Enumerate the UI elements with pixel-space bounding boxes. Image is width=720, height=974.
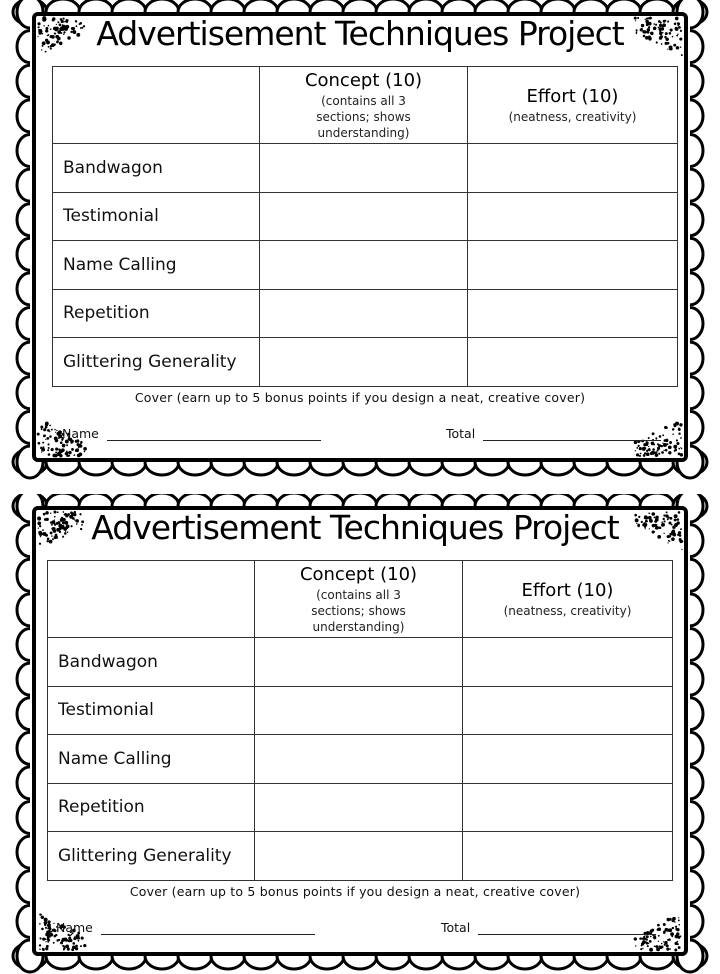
effort-header <box>463 561 673 638</box>
concept-header <box>255 561 463 638</box>
concept-score-cell[interactable] <box>260 338 468 387</box>
name-field[interactable] <box>62 426 321 441</box>
row-label: Name Calling <box>48 735 255 784</box>
effort-score-cell[interactable] <box>468 338 678 387</box>
concept-score-cell[interactable] <box>255 832 463 881</box>
total-line[interactable] <box>483 428 661 441</box>
total-label: Total <box>446 426 476 441</box>
row-label: Testimonial <box>48 686 255 735</box>
concept-header <box>260 67 468 144</box>
effort-score-cell[interactable] <box>463 832 673 881</box>
effort-score-cell[interactable] <box>463 686 673 735</box>
name-field[interactable] <box>56 920 315 935</box>
concept-score-cell[interactable] <box>260 289 468 338</box>
table-row <box>48 686 673 735</box>
corner-cell <box>48 561 255 638</box>
effort-score-cell[interactable] <box>463 638 673 687</box>
table-row <box>53 192 678 241</box>
table-row <box>48 783 673 832</box>
concept-subtext: (contains all 3 sections; shows understanding) <box>311 587 406 634</box>
table-row <box>48 832 673 881</box>
cover-note: Cover (earn up to 5 bonus points if you design a neat, creative cover) <box>129 884 581 899</box>
table-row <box>53 144 678 193</box>
concept-score-cell[interactable] <box>255 686 463 735</box>
concept-score-cell[interactable] <box>255 783 463 832</box>
effort-subtext: (neatness, creativity) <box>508 109 637 124</box>
table-row <box>53 241 678 290</box>
effort-header <box>468 67 678 144</box>
name-label: Name <box>62 426 99 441</box>
rubric-card-2 <box>0 494 720 974</box>
total-field[interactable] <box>446 426 661 441</box>
concept-subtext: (contains all 3 sections; shows understanding) <box>316 93 411 140</box>
effort-score-cell[interactable] <box>468 192 678 241</box>
table-row <box>48 735 673 784</box>
row-label: Glittering Generality <box>53 338 260 387</box>
concept-heading: Concept (10) <box>304 69 423 91</box>
effort-subtext: (neatness, creativity) <box>503 603 632 618</box>
effort-score-cell[interactable] <box>468 289 678 338</box>
row-label: Name Calling <box>53 241 260 290</box>
concept-score-cell[interactable] <box>255 735 463 784</box>
table-row <box>53 289 678 338</box>
rubric-table <box>52 66 678 387</box>
name-line[interactable] <box>101 922 315 935</box>
concept-score-cell[interactable] <box>260 144 468 193</box>
effort-score-cell[interactable] <box>468 144 678 193</box>
concept-heading: Concept (10) <box>299 563 418 585</box>
row-label: Repetition <box>48 783 255 832</box>
total-line[interactable] <box>478 922 656 935</box>
effort-heading: Effort (10) <box>521 579 614 601</box>
table-row <box>53 338 678 387</box>
concept-score-cell[interactable] <box>260 241 468 290</box>
cover-note: Cover (earn up to 5 bonus points if you design a neat, creative cover) <box>134 390 586 405</box>
card-title: Advertisement Techniques Project <box>91 508 619 547</box>
rubric-table <box>47 560 673 881</box>
corner-cell <box>53 67 260 144</box>
name-line[interactable] <box>107 428 321 441</box>
rubric-card-1 <box>0 0 720 480</box>
effort-heading: Effort (10) <box>526 85 619 107</box>
row-label: Bandwagon <box>53 144 260 193</box>
total-field[interactable] <box>441 920 656 935</box>
concept-score-cell[interactable] <box>255 638 463 687</box>
total-label: Total <box>441 920 471 935</box>
table-row <box>48 638 673 687</box>
effort-score-cell[interactable] <box>468 241 678 290</box>
row-label: Repetition <box>53 289 260 338</box>
card-title: Advertisement Techniques Project <box>96 14 624 53</box>
name-label: Name <box>56 920 93 935</box>
effort-score-cell[interactable] <box>463 783 673 832</box>
row-label: Bandwagon <box>48 638 255 687</box>
effort-score-cell[interactable] <box>463 735 673 784</box>
row-label: Glittering Generality <box>48 832 255 881</box>
concept-score-cell[interactable] <box>260 192 468 241</box>
row-label: Testimonial <box>53 192 260 241</box>
